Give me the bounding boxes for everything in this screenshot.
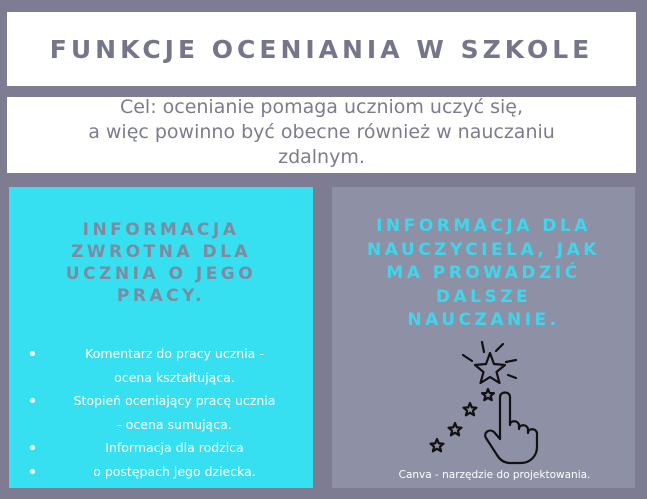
student-feedback-panel	[9, 187, 313, 488]
teacher-info-panel	[332, 187, 635, 488]
heading-line: DALSZE	[435, 286, 532, 307]
goal-line: Cel: ocenianie pomaga uczniom uczyć się,	[119, 96, 524, 118]
goal-banner	[7, 97, 636, 173]
list-item-line: Informacja dla rodzica	[105, 440, 244, 455]
list-item-line: Stopień oceniający pracę ucznia	[73, 393, 276, 408]
title-banner	[7, 12, 636, 86]
heading-line: INFORMACJA	[82, 220, 240, 240]
heading-line: ZWROTNA DLA	[70, 242, 252, 262]
credit-text: Canva - narzędzie do projektowania.	[398, 469, 591, 481]
student-feedback-heading	[9, 219, 313, 307]
bullet-dot-icon	[30, 398, 35, 403]
bullet-dot-icon	[30, 351, 35, 356]
list-item-line: - ocena sumująca.	[117, 416, 232, 432]
feedback-bullet-list	[9, 342, 313, 483]
bullet-dot-icon	[30, 445, 35, 450]
list-item-line: Komentarz do pracy ucznia -	[85, 346, 264, 361]
list-item	[9, 460, 313, 484]
heading-line: UCZNIA O JEGO	[65, 264, 257, 284]
list-item-line: ocena kształtująca.	[114, 369, 235, 385]
list-item	[9, 389, 313, 436]
heading-line: INFORMACJA DLA	[376, 216, 591, 236]
teacher-info-heading	[332, 215, 635, 333]
list-item	[9, 342, 313, 389]
heading-line: NAUCZYCIELA, JAK	[367, 239, 600, 260]
page-title: FUNKCJE OCENIANIA W SZKOLE	[49, 34, 594, 64]
goal-text	[7, 95, 636, 170]
goal-line: a więc powinno być obecne również w nauczaniu	[88, 121, 555, 143]
list-item	[9, 436, 313, 460]
rating-hand-stars-icon	[424, 339, 556, 465]
goal-line: zdalnym.	[278, 146, 365, 168]
bullet-dot-icon	[30, 469, 35, 474]
list-item-line: o postępach jego dziecka.	[93, 463, 256, 479]
heading-line: PRACY.	[116, 286, 206, 306]
heading-line: MA PROWADZIĆ	[386, 263, 581, 283]
heading-line: NAUCZANIE.	[407, 310, 560, 330]
